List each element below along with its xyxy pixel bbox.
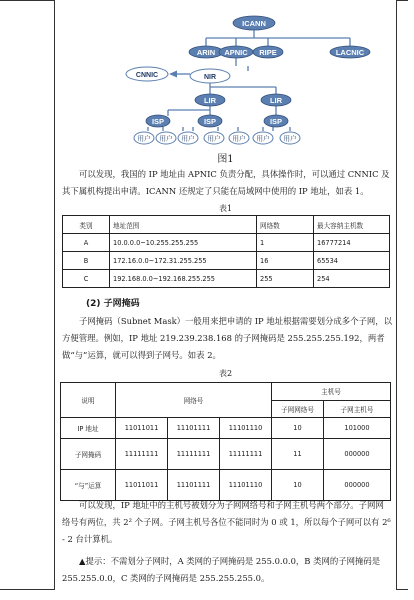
table-cell: 11111111 bbox=[116, 439, 168, 470]
node-user-5 bbox=[229, 132, 249, 144]
tip-paragraph: ▲提示：不需划分子网时，A 类网的子网掩码是 255.0.0.0，B 类网的子网掩码是 255.255.0.0，C 类网的子网掩码是 255.255.255.0。 bbox=[62, 556, 381, 583]
node-user-label: 用户 bbox=[232, 135, 246, 143]
node-user-3 bbox=[178, 132, 198, 144]
node-lacnic-label: LACNIC bbox=[335, 48, 365, 57]
node-isp-3 bbox=[264, 115, 288, 127]
section-2-heading: (2) 子网掩码 bbox=[86, 299, 140, 309]
table-1-header-cell: 网络数 bbox=[257, 216, 314, 234]
table-cell: 11101110 bbox=[220, 418, 272, 439]
node-user-label: 用户 bbox=[137, 135, 151, 143]
node-user-1 bbox=[134, 132, 154, 144]
node-apnic-label: APNIC bbox=[224, 48, 248, 57]
table-2-header-cell: 子网主机号 bbox=[324, 400, 391, 418]
node-user-label: 用户 bbox=[256, 135, 270, 143]
link-apnic-nir bbox=[236, 58, 248, 71]
table-row bbox=[63, 270, 390, 288]
arrow-head-icon bbox=[169, 71, 177, 78]
node-user-label: 用户 bbox=[181, 135, 195, 143]
table-cell: B bbox=[63, 252, 110, 270]
node-isp-1 bbox=[146, 115, 170, 127]
table-cell: 10 bbox=[272, 418, 324, 439]
table-cell: 11101111 bbox=[168, 418, 220, 439]
table-cell: 11111111 bbox=[220, 439, 272, 470]
link-nir-lirs bbox=[210, 83, 276, 94]
table-cell: 11101110 bbox=[220, 470, 272, 501]
table-cell: 192.168.0.0~192.168.255.255 bbox=[110, 270, 257, 288]
link-icann-rirs bbox=[206, 30, 350, 46]
node-ripe bbox=[253, 46, 283, 58]
table-row bbox=[61, 470, 391, 501]
table-cell: 000000 bbox=[324, 470, 391, 501]
table-cell: 子网掩码 bbox=[61, 439, 116, 470]
table-cell: 11011011 bbox=[116, 470, 168, 501]
node-user-label: 用户 bbox=[207, 135, 221, 143]
node-apnic bbox=[219, 46, 253, 58]
table-cell: 11101111 bbox=[168, 470, 220, 501]
node-user-label: 用户 bbox=[283, 135, 297, 143]
node-user-6 bbox=[253, 132, 273, 144]
node-lir-2 bbox=[261, 94, 291, 106]
table-2-title: 表2 bbox=[218, 369, 233, 378]
node-cnnic bbox=[126, 67, 168, 81]
table-1-header-row bbox=[63, 216, 390, 234]
table-2 bbox=[60, 382, 391, 501]
link-lir1-isps bbox=[168, 106, 210, 116]
figure-caption: 图1 bbox=[217, 154, 234, 165]
table-1 bbox=[62, 215, 390, 288]
table-row bbox=[61, 418, 391, 439]
node-isp-3-label: ISP bbox=[269, 117, 283, 126]
right-margin-frame bbox=[396, 0, 408, 590]
paragraph-3: 可以发现，IP 地址中的主机号被划分为子网网络号和子网主机号两个部分。子网网络号有两位，共 2² 个子网。子网主机号各位不能同时为 0 或 1，所以每个子网可以有 2⁶ - 2 台计算机。 bbox=[62, 500, 391, 544]
table-cell: 16777214 bbox=[314, 234, 390, 252]
ip-allocation-diagram bbox=[58, 0, 393, 150]
table-cell: 10.0.0.0~10.255.255.255 bbox=[110, 234, 257, 252]
node-lacnic bbox=[330, 46, 370, 58]
table-2-header-cell: 网络号 bbox=[116, 383, 272, 418]
table-1-header-cell: 最大容纳主机数 bbox=[314, 216, 390, 234]
table-cell: 11011011 bbox=[116, 418, 168, 439]
node-ripe-label: RIPE bbox=[259, 48, 277, 57]
node-isp-2-label: ISP bbox=[203, 117, 217, 126]
paragraph-1: 可以发现，我国的 IP 地址由 APNIC 负责分配，具体操作时，可以通过 CNNIC 及其下属机构提出申请。ICANN 还规定了只能在局域网中使用的 IP 地址，如表 1。 bbox=[62, 169, 390, 196]
table-cell: IP 地址 bbox=[61, 418, 116, 439]
table-cell: 255 bbox=[257, 270, 314, 288]
table-2-header-cell: 说明 bbox=[61, 383, 116, 418]
node-arin-label: ARIN bbox=[196, 48, 216, 57]
table-1-header-cell: 类别 bbox=[63, 216, 110, 234]
table-2-header-cell: 主机号 bbox=[272, 383, 391, 401]
table-cell: 10 bbox=[272, 470, 324, 501]
table-cell: 11 bbox=[272, 439, 324, 470]
table-cell: 101000 bbox=[324, 418, 391, 439]
table-cell: A bbox=[63, 234, 110, 252]
table-cell: 16 bbox=[257, 252, 314, 270]
table-cell: 172.16.0.0~172.31.255.255 bbox=[110, 252, 257, 270]
left-margin-frame bbox=[0, 0, 55, 590]
table-1-header-cell: 地址范围 bbox=[110, 216, 257, 234]
table-cell: “与”运算 bbox=[61, 470, 116, 501]
node-icann-label: ICANN bbox=[242, 19, 266, 28]
node-cnnic-label: CNNIC bbox=[135, 72, 159, 79]
paragraph-2: 子网掩码（Subnet Mask）一般用来把申请的 IP 地址根据需要划分成多个子网，以方便管理。例如，IP 地址 219.239.238.168 的子网掩码是 255.255.255.192，两者做“与”运算，就可以得到子网号。如表 2。 bbox=[62, 316, 392, 360]
table-2-header-row bbox=[61, 383, 391, 401]
link-isps-users bbox=[148, 127, 290, 131]
table-row bbox=[61, 439, 391, 470]
table-cell: C bbox=[63, 270, 110, 288]
node-nir bbox=[190, 69, 230, 83]
document-page bbox=[58, 0, 393, 600]
table-cell: 254 bbox=[314, 270, 390, 288]
table-row bbox=[63, 252, 390, 270]
node-user-2 bbox=[156, 132, 176, 144]
node-lir-1-label: LIR bbox=[203, 96, 217, 105]
table-row bbox=[63, 234, 390, 252]
table-cell: 000000 bbox=[324, 439, 391, 470]
table-cell: 1 bbox=[257, 234, 314, 252]
table-cell: 65534 bbox=[314, 252, 390, 270]
node-lir-2-label: LIR bbox=[269, 96, 283, 105]
table-2-header-cell: 子网网络号 bbox=[272, 400, 324, 418]
node-user-4 bbox=[204, 132, 224, 144]
node-nir-label: NIR bbox=[203, 74, 217, 81]
node-isp-1-label: ISP bbox=[151, 117, 165, 126]
node-lir-1 bbox=[195, 94, 225, 106]
table-1-title: 表1 bbox=[218, 204, 233, 213]
node-arin bbox=[189, 46, 223, 58]
node-user-7 bbox=[280, 132, 300, 144]
node-icann bbox=[233, 16, 275, 30]
node-isp-2 bbox=[198, 115, 222, 127]
node-user-label: 用户 bbox=[159, 135, 173, 143]
table-cell: 11111111 bbox=[168, 439, 220, 470]
